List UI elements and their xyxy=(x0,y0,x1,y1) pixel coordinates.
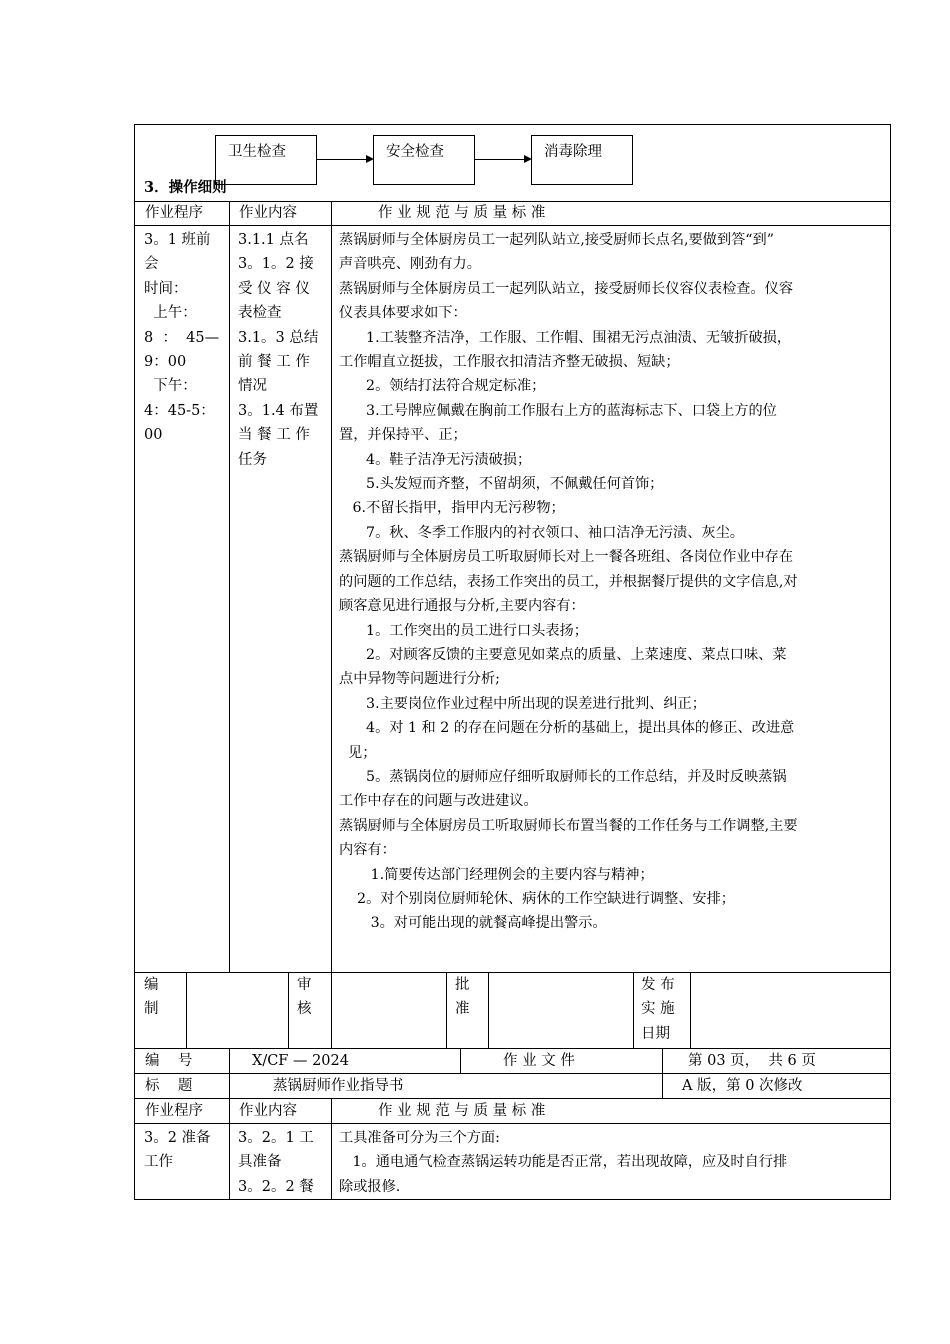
rule xyxy=(690,972,691,1049)
flow-step-disinfect xyxy=(531,135,633,185)
procedure-line: 时间： xyxy=(144,280,188,297)
rule xyxy=(229,1048,230,1200)
standard-line: 顾客意见进行通报与分析,主要内容有： xyxy=(339,598,585,615)
rule xyxy=(331,1098,332,1200)
standard-line: 5。蒸锅岗位的厨师应仔细听取厨师长的工作总结，并及时反映蒸锅 xyxy=(339,768,787,785)
rule xyxy=(186,972,187,1049)
standard-line: 2。领结打法符合规定标准； xyxy=(339,378,546,395)
procedure-line: 00 xyxy=(144,427,163,444)
content2-line: 3。2。1 工 xyxy=(238,1130,314,1146)
flow-step-hygiene-label: 卫生检查 xyxy=(228,144,286,160)
header-standard: 作 业 规 范 与 质 量 标 准 xyxy=(378,205,546,221)
code-value: X/CF — 2024 xyxy=(252,1053,349,1069)
standard-line: 3.工号牌应佩戴在胸前工作服右上方的蓝海标志下、口袋上方的位 xyxy=(339,402,777,419)
sign-pizhun-label: 批准 xyxy=(455,977,470,1018)
content-line: 3.1.1 点名 xyxy=(238,232,309,248)
standard-line: 1。工作突出的员工进行口头表扬； xyxy=(339,622,588,639)
flow-step-safety-label: 安全检查 xyxy=(386,144,444,160)
standard-line: 2。对顾客反馈的主要意见如菜点的质量、上菜速度、菜点口味、菜 xyxy=(339,646,787,663)
content2-line: 具准备 xyxy=(238,1154,282,1171)
standard-line: 3.主要岗位作业过程中所出现的误差进行批判、纠正； xyxy=(339,695,706,712)
content2-line: 3。2。2 餐 xyxy=(238,1178,314,1195)
standard-line: 蒸锅厨师与全体厨房员工一起列队站立,接受厨师长点名,要做到答“到” xyxy=(339,232,774,248)
content-line: 当 餐 工 作 xyxy=(238,427,310,444)
flow-step-disinfect-label: 消毒除理 xyxy=(544,144,602,160)
content-line: 情况 xyxy=(238,378,267,395)
rule xyxy=(331,201,332,972)
flow-step-safety xyxy=(373,135,475,185)
rule xyxy=(288,972,289,1049)
flow-arrow-1 xyxy=(317,159,372,160)
standard-line: 1.工装整齐洁净，工作服、工作帽、围裙无污点油渍、无皱折破损， xyxy=(339,329,792,346)
rule xyxy=(633,972,634,1049)
standard2-line: 1。通电通气检查蒸锅运转功能是否正常，若出现故障，应及时自行排 xyxy=(339,1154,788,1171)
procedure-cell xyxy=(144,228,226,448)
standard2-line: 工具准备可分为三个方面: xyxy=(339,1130,500,1146)
rule xyxy=(229,201,230,972)
standard-line: 见； xyxy=(339,744,377,761)
header-procedure-2: 作业程序 xyxy=(145,1103,203,1119)
sign-fabu-label: 发 布 实 施 日期 xyxy=(641,977,675,1042)
procedure-line: 下午： xyxy=(144,378,197,395)
rule xyxy=(460,1048,461,1073)
standard-line: 内容有： xyxy=(339,842,396,859)
flow-step-hygiene xyxy=(215,135,317,185)
rule xyxy=(134,972,891,973)
standard-line: 6.不留长指甲，指甲内无污秽物； xyxy=(339,500,565,517)
title-value: 蒸锅厨师作业指导书 xyxy=(273,1078,404,1094)
standard-line: 声音哄亮、刚劲有力。 xyxy=(339,256,481,273)
code-label: 编 号 xyxy=(145,1053,193,1069)
procedure-line: 9：00 xyxy=(144,354,187,371)
rule xyxy=(446,972,447,1049)
content-line: 任务 xyxy=(238,451,267,468)
flow-arrow-2 xyxy=(475,159,530,160)
standard-line: 工作中存在的问题与改进建议。 xyxy=(339,793,538,810)
content-line: 3.1。3 总结 xyxy=(238,329,319,346)
standard2-line: 除或报修. xyxy=(339,1178,401,1195)
standard-line: 3。对可能出现的就餐高峰提出警示。 xyxy=(339,915,607,932)
header-content: 作业内容 xyxy=(239,205,297,221)
standard-line: 1.简要传达部门经理例会的主要内容与精神； xyxy=(339,866,654,883)
rule xyxy=(662,1048,663,1098)
standard-line: 工作帽直立挺拔，工作服衣扣清洁齐整无破损、短缺； xyxy=(339,354,680,371)
standard-line: 的问题的工作总结，表扬工作突出的员工，并根据餐厅提供的文字信息,对 xyxy=(339,573,798,590)
version: A 版，第 0 次修改 xyxy=(682,1078,803,1094)
content-line: 前 餐 工 作 xyxy=(238,354,310,371)
standard-line: 4。鞋子洁净无污渍破损； xyxy=(339,451,532,468)
sign-bianzhi-label: 编制 xyxy=(144,977,159,1018)
standard-line: 4。对 1 和 2 的存在问题在分析的基础上，提出具体的修正、改进意 xyxy=(339,720,795,737)
standard-line: 蒸锅厨师与全体厨房员工听取厨师长对上一餐各班组、各岗位作业中存在 xyxy=(339,549,794,566)
standard-line: 仪表具体要求如下： xyxy=(339,305,467,322)
procedure-line: 8 ： 45— xyxy=(144,329,220,346)
standard-line: 2。对个别岗位厨师轮休、病休的工作空缺进行调整、安排； xyxy=(339,890,735,907)
procedure-line: 上午： xyxy=(144,305,197,322)
content-cell xyxy=(238,228,328,472)
standard-line: 蒸锅厨师与全体厨房员工一起列队站立，接受厨师长仪容仪表检查。仪容 xyxy=(339,280,794,297)
standard-line: 7。秋、冬季工作服内的衬衣领口、袖口洁净无污渍、灰尘。 xyxy=(339,524,744,541)
procedure2-cell xyxy=(144,1126,226,1175)
standard-line: 蒸锅厨师与全体厨房员工听取厨师长布置当餐的工作任务与工作调整,主要 xyxy=(339,817,798,834)
procedure-line: 3。1 班前 xyxy=(144,232,211,248)
content2-cell xyxy=(238,1126,328,1199)
content-line: 受 仪 容 仪 xyxy=(238,280,310,297)
content-line: 3。1.4 布置 xyxy=(238,402,319,419)
rule xyxy=(331,972,332,1049)
procedure2-line: 3。2 准备 xyxy=(144,1130,211,1146)
rule xyxy=(488,972,489,1049)
header-standard-2: 作 业 规 范 与 质 量 标 准 xyxy=(378,1103,546,1119)
standard-line: 点中异物等问题进行分析; xyxy=(339,671,500,688)
standard-line: 置，并保持平、正； xyxy=(339,427,467,444)
procedure-line: 4：45-5： xyxy=(144,402,215,419)
header-procedure: 作业程序 xyxy=(145,205,203,221)
standard-cell xyxy=(339,228,887,936)
standard2-cell xyxy=(339,1126,887,1199)
doc-type: 作 业 文 件 xyxy=(503,1053,575,1069)
section-title: 3．操作细则 xyxy=(144,179,227,196)
content-line: 表检查 xyxy=(238,305,282,322)
procedure2-line: 工作 xyxy=(144,1154,173,1171)
title-label: 标 题 xyxy=(145,1078,193,1094)
page-count: 第 03 页， 共 6 页 xyxy=(688,1053,816,1069)
header-content-2: 作业内容 xyxy=(239,1103,297,1119)
standard-line: 5.头发短而齐整，不留胡须，不佩戴任何首饰； xyxy=(339,476,664,493)
sign-shenhe-label: 审核 xyxy=(297,977,312,1018)
procedure-line: 会 xyxy=(144,256,159,273)
content-line: 3。1。2 接 xyxy=(238,256,314,273)
